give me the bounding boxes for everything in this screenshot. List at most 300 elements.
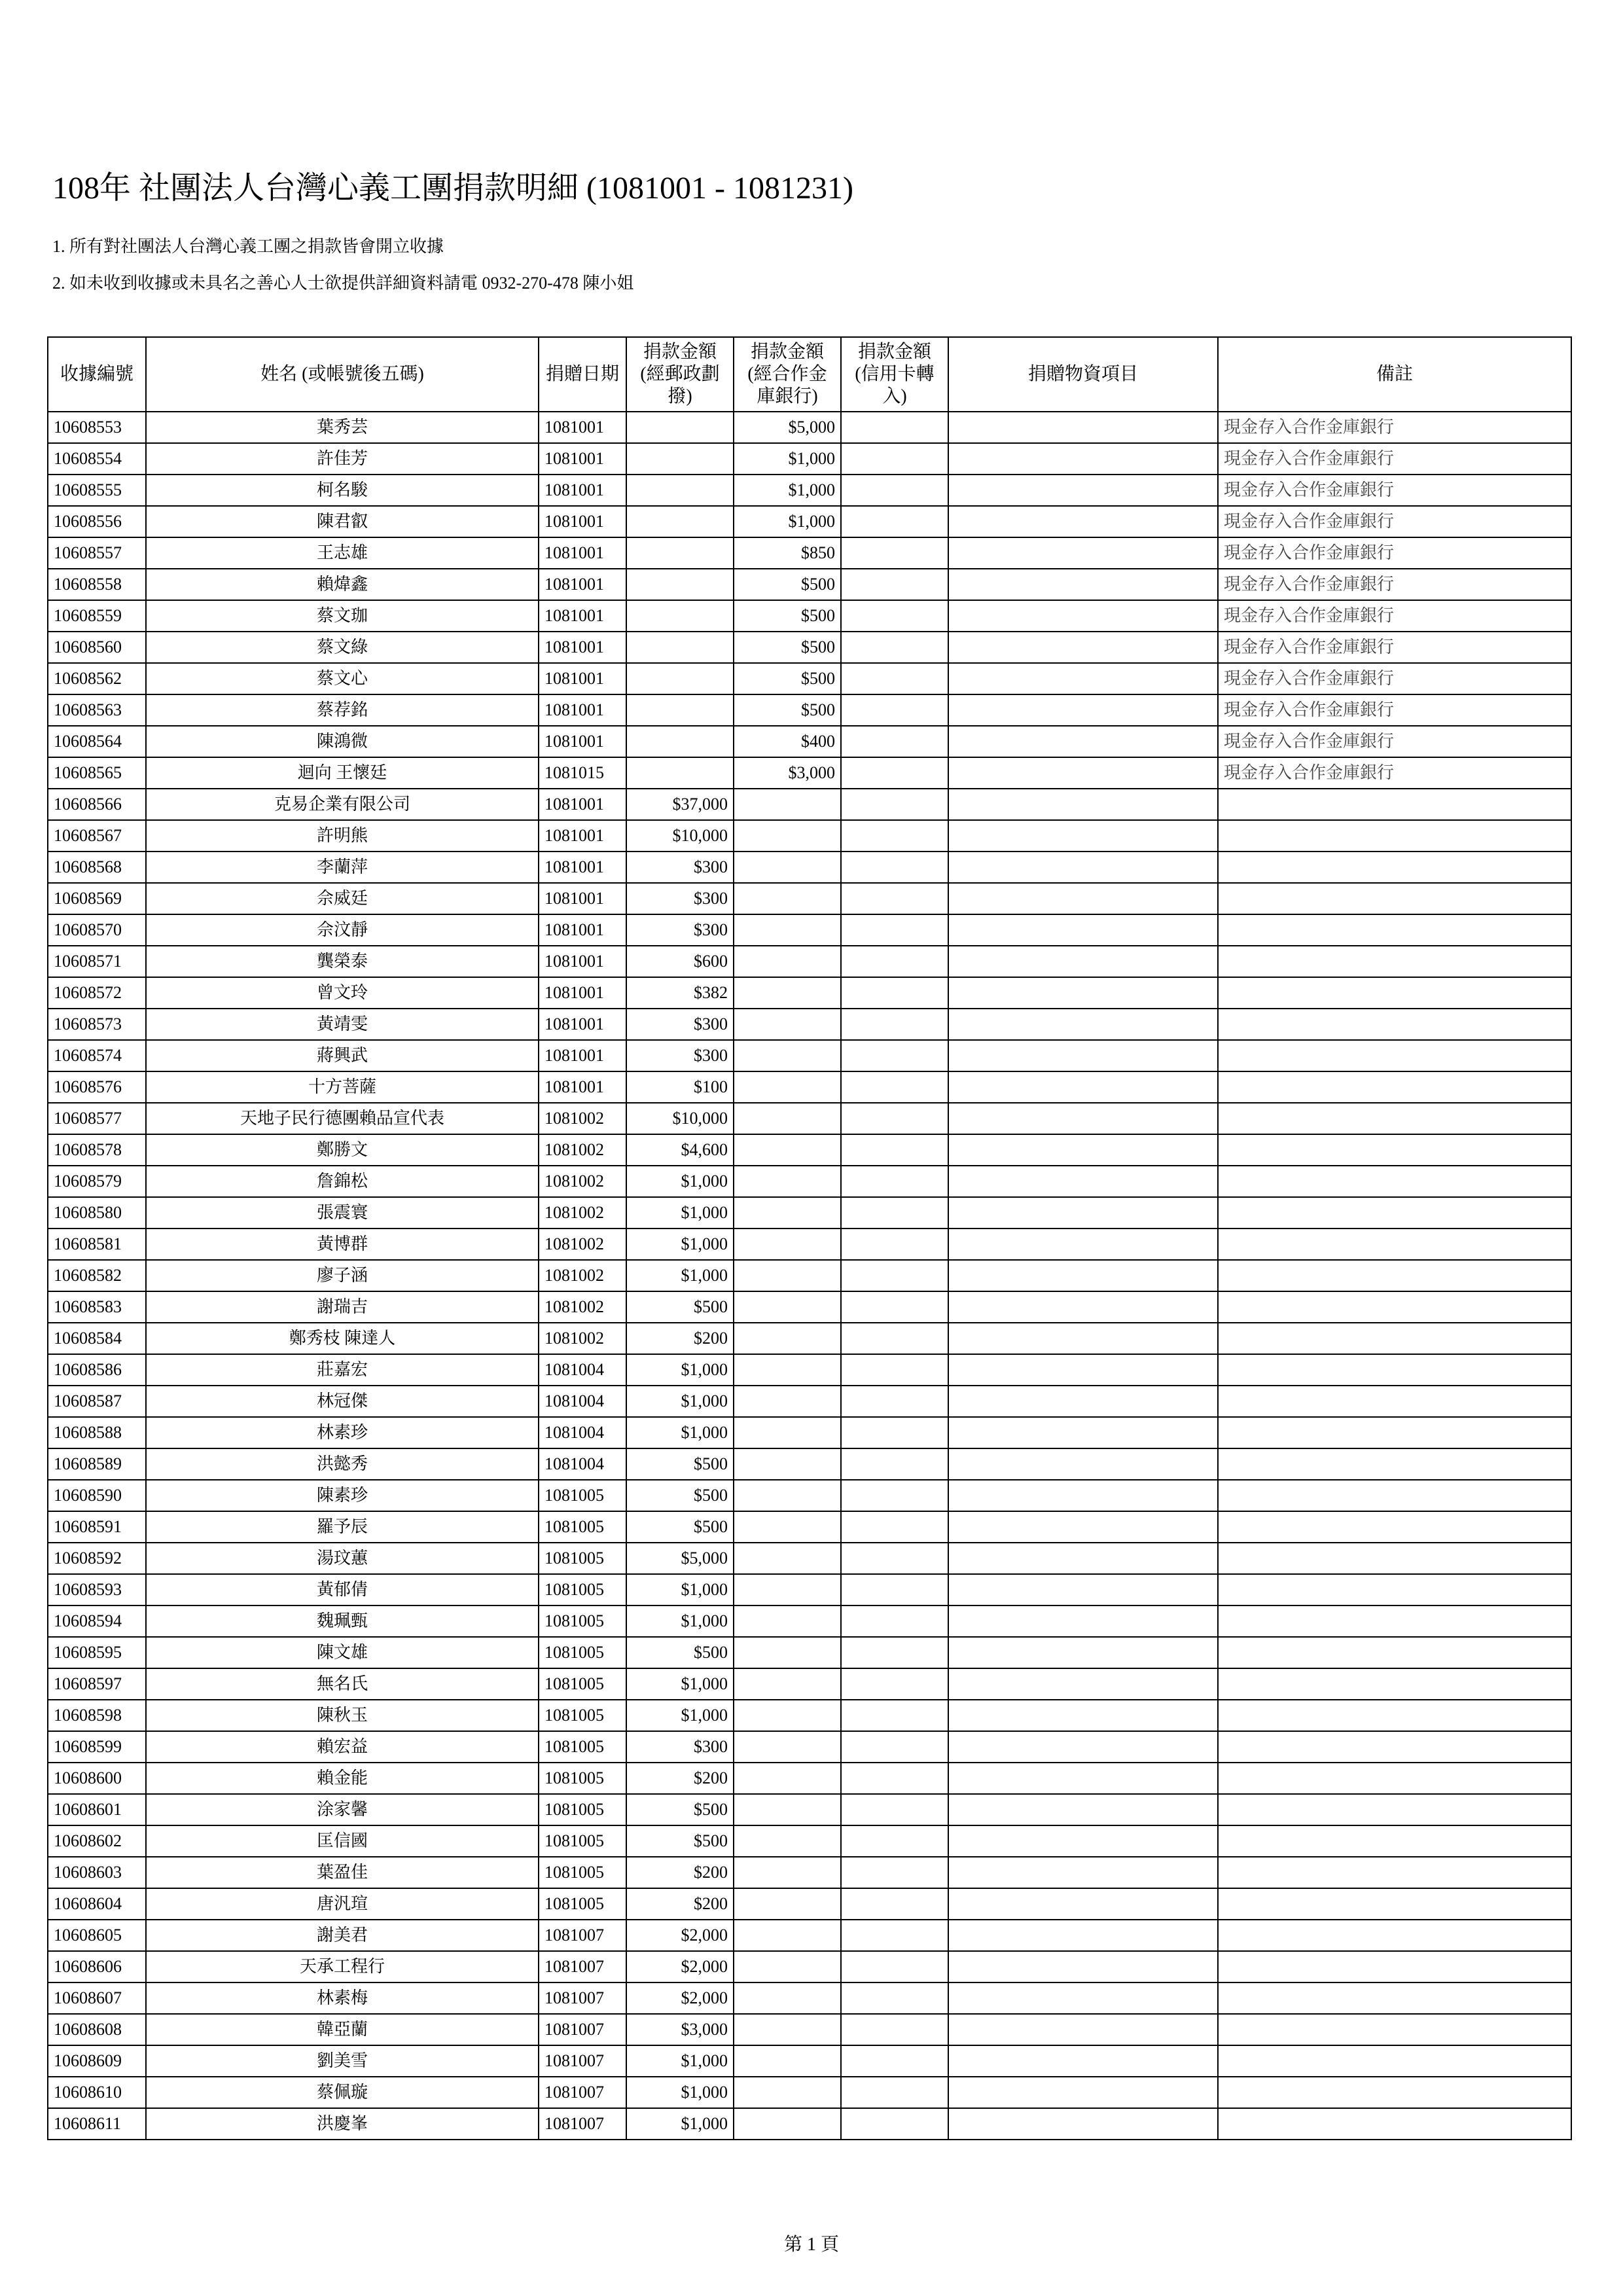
cell-receipt-no: 10608600 — [48, 1763, 146, 1794]
cell-amount-postal: $300 — [626, 883, 734, 914]
table-row — [48, 1763, 1571, 1794]
cell-remark — [1218, 1763, 1571, 1794]
cell-name: 黃郁倩 — [146, 1574, 539, 1605]
cell-date: 1081004 — [539, 1448, 626, 1480]
cell-amount-card — [841, 1794, 948, 1825]
cell-amount-bank — [734, 2045, 841, 2077]
cell-date: 1081002 — [539, 1291, 626, 1323]
cell-amount-bank — [734, 1134, 841, 1166]
cell-amount-card — [841, 1103, 948, 1134]
cell-goods — [948, 820, 1218, 852]
cell-name: 王志雄 — [146, 537, 539, 569]
cell-date: 1081001 — [539, 475, 626, 506]
header-name: 姓名 (或帳號後五碼) — [146, 337, 539, 412]
cell-amount-postal: $5,000 — [626, 1543, 734, 1574]
cell-amount-postal — [626, 506, 734, 537]
cell-amount-postal — [626, 569, 734, 600]
cell-receipt-no: 10608606 — [48, 1951, 146, 1982]
table-row — [48, 1071, 1571, 1103]
cell-goods — [948, 1574, 1218, 1605]
cell-name: 賴宏益 — [146, 1731, 539, 1763]
cell-amount-bank: $3,000 — [734, 757, 841, 789]
cell-goods — [948, 1543, 1218, 1574]
cell-date: 1081005 — [539, 1605, 626, 1637]
cell-goods — [948, 1009, 1218, 1040]
table-row — [48, 1448, 1571, 1480]
cell-name: 張震寰 — [146, 1197, 539, 1229]
cell-amount-bank — [734, 1417, 841, 1448]
cell-receipt-no: 10608595 — [48, 1637, 146, 1668]
cell-receipt-no: 10608560 — [48, 632, 146, 663]
cell-amount-bank — [734, 1951, 841, 1982]
cell-amount-postal: $1,000 — [626, 1386, 734, 1417]
cell-amount-bank — [734, 914, 841, 946]
cell-name: 賴煒鑫 — [146, 569, 539, 600]
cell-goods — [948, 1040, 1218, 1071]
cell-receipt-no: 10608553 — [48, 412, 146, 443]
cell-receipt-no: 10608582 — [48, 1260, 146, 1291]
cell-amount-postal: $500 — [626, 1825, 734, 1857]
cell-remark — [1218, 914, 1571, 946]
cell-goods — [948, 789, 1218, 820]
cell-name: 洪慶峯 — [146, 2108, 539, 2140]
cell-amount-postal: $37,000 — [626, 789, 734, 820]
table-row — [48, 757, 1571, 789]
cell-name: 天地子民行德團賴品宣代表 — [146, 1103, 539, 1134]
cell-amount-postal: $1,000 — [626, 1229, 734, 1260]
cell-amount-card — [841, 475, 948, 506]
cell-date: 1081007 — [539, 1920, 626, 1951]
cell-receipt-no: 10608576 — [48, 1071, 146, 1103]
cell-name: 葉盈佳 — [146, 1857, 539, 1888]
cell-amount-bank — [734, 1166, 841, 1197]
table-row — [48, 1040, 1571, 1071]
cell-name: 林冠傑 — [146, 1386, 539, 1417]
cell-amount-bank — [734, 789, 841, 820]
table-row — [48, 820, 1571, 852]
cell-amount-postal: $300 — [626, 1009, 734, 1040]
cell-amount-card — [841, 1637, 948, 1668]
cell-name: 陳素珍 — [146, 1480, 539, 1511]
header-receipt-no: 收據編號 — [48, 337, 146, 412]
cell-amount-card — [841, 1480, 948, 1511]
table-row — [48, 1229, 1571, 1260]
table-row — [48, 914, 1571, 946]
cell-receipt-no: 10608572 — [48, 977, 146, 1009]
cell-amount-card — [841, 2077, 948, 2108]
cell-date: 1081005 — [539, 1825, 626, 1857]
cell-goods — [948, 1323, 1218, 1354]
table-body — [48, 412, 1571, 2140]
cell-name: 涂家馨 — [146, 1794, 539, 1825]
table-row — [48, 1857, 1571, 1888]
cell-amount-card — [841, 789, 948, 820]
table-row — [48, 1825, 1571, 1857]
cell-date: 1081001 — [539, 1009, 626, 1040]
cell-date: 1081001 — [539, 977, 626, 1009]
cell-goods — [948, 1480, 1218, 1511]
cell-amount-postal — [626, 412, 734, 443]
cell-remark — [1218, 852, 1571, 883]
cell-amount-bank: $500 — [734, 600, 841, 632]
cell-goods — [948, 412, 1218, 443]
cell-amount-bank: $1,000 — [734, 443, 841, 475]
cell-amount-card — [841, 2045, 948, 2077]
table-row — [48, 2108, 1571, 2140]
cell-name: 克易企業有限公司 — [146, 789, 539, 820]
cell-date: 1081015 — [539, 757, 626, 789]
table-row — [48, 852, 1571, 883]
cell-goods — [948, 1605, 1218, 1637]
cell-amount-postal — [626, 600, 734, 632]
cell-amount-bank: $500 — [734, 663, 841, 694]
cell-name: 陳文雄 — [146, 1637, 539, 1668]
cell-amount-postal: $1,000 — [626, 1417, 734, 1448]
cell-amount-card — [841, 412, 948, 443]
cell-receipt-no: 10608574 — [48, 1040, 146, 1071]
cell-remark — [1218, 1731, 1571, 1763]
cell-amount-postal: $300 — [626, 852, 734, 883]
cell-name: 韓亞蘭 — [146, 2014, 539, 2045]
cell-amount-card — [841, 1197, 948, 1229]
cell-remark: 現金存入合作金庫銀行 — [1218, 569, 1571, 600]
cell-name: 迴向 王懷廷 — [146, 757, 539, 789]
cell-remark — [1218, 1511, 1571, 1543]
cell-name: 蔡文綠 — [146, 632, 539, 663]
cell-goods — [948, 1951, 1218, 1982]
cell-remark — [1218, 977, 1571, 1009]
cell-amount-postal — [626, 757, 734, 789]
cell-amount-bank — [734, 1071, 841, 1103]
donation-table — [47, 336, 1572, 2140]
cell-amount-bank: $500 — [734, 694, 841, 726]
cell-goods — [948, 1731, 1218, 1763]
table-row — [48, 1982, 1571, 2014]
cell-amount-card — [841, 1825, 948, 1857]
cell-goods — [948, 2077, 1218, 2108]
cell-receipt-no: 10608598 — [48, 1700, 146, 1731]
cell-remark — [1218, 1417, 1571, 1448]
cell-amount-bank — [734, 1920, 841, 1951]
cell-name: 黃靖雯 — [146, 1009, 539, 1040]
table-row — [48, 1511, 1571, 1543]
cell-receipt-no: 10608599 — [48, 1731, 146, 1763]
cell-goods — [948, 1386, 1218, 1417]
cell-amount-bank — [734, 2108, 841, 2140]
cell-name: 十方菩薩 — [146, 1071, 539, 1103]
cell-name: 龔榮泰 — [146, 946, 539, 977]
cell-remark — [1218, 1668, 1571, 1700]
cell-amount-card — [841, 1668, 948, 1700]
cell-date: 1081001 — [539, 1071, 626, 1103]
cell-amount-postal — [626, 443, 734, 475]
cell-date: 1081005 — [539, 1700, 626, 1731]
cell-date: 1081001 — [539, 694, 626, 726]
note-contact: 2. 如未收到收據或未具名之善心人士欲提供詳細資料請電 0932-270-478 陳小姐 — [52, 274, 634, 293]
cell-remark: 現金存入合作金庫銀行 — [1218, 694, 1571, 726]
cell-date: 1081001 — [539, 914, 626, 946]
cell-name: 陳君叡 — [146, 506, 539, 537]
table-row — [48, 977, 1571, 1009]
cell-amount-postal: $200 — [626, 1857, 734, 1888]
table-row — [48, 1291, 1571, 1323]
table-row — [48, 443, 1571, 475]
cell-goods — [948, 2014, 1218, 2045]
table-row — [48, 663, 1571, 694]
cell-goods — [948, 1260, 1218, 1291]
table-row — [48, 475, 1571, 506]
cell-date: 1081001 — [539, 506, 626, 537]
cell-amount-card — [841, 537, 948, 569]
table-row — [48, 1951, 1571, 1982]
cell-date: 1081001 — [539, 1040, 626, 1071]
cell-name: 林素梅 — [146, 1982, 539, 2014]
cell-goods — [948, 977, 1218, 1009]
table-row — [48, 1323, 1571, 1354]
cell-remark — [1218, 1857, 1571, 1888]
cell-amount-bank — [734, 1763, 841, 1794]
cell-amount-postal: $200 — [626, 1323, 734, 1354]
cell-receipt-no: 10608567 — [48, 820, 146, 852]
cell-date: 1081002 — [539, 1323, 626, 1354]
cell-amount-card — [841, 1605, 948, 1637]
table-row — [48, 600, 1571, 632]
cell-remark: 現金存入合作金庫銀行 — [1218, 412, 1571, 443]
table-row — [48, 1134, 1571, 1166]
cell-goods — [948, 1229, 1218, 1260]
cell-remark — [1218, 1134, 1571, 1166]
table-row — [48, 506, 1571, 537]
cell-amount-bank — [734, 1009, 841, 1040]
table-row — [48, 1543, 1571, 1574]
cell-date: 1081001 — [539, 443, 626, 475]
cell-amount-card — [841, 1229, 948, 1260]
cell-name: 魏珮甄 — [146, 1605, 539, 1637]
table-row — [48, 1574, 1571, 1605]
cell-date: 1081005 — [539, 1637, 626, 1668]
cell-goods — [948, 1166, 1218, 1197]
cell-name: 莊嘉宏 — [146, 1354, 539, 1386]
cell-remark — [1218, 1480, 1571, 1511]
cell-date: 1081001 — [539, 569, 626, 600]
cell-receipt-no: 10608605 — [48, 1920, 146, 1951]
cell-receipt-no: 10608564 — [48, 726, 146, 757]
cell-name: 洪懿秀 — [146, 1448, 539, 1480]
cell-amount-postal — [626, 694, 734, 726]
cell-name: 許佳芳 — [146, 443, 539, 475]
cell-amount-card — [841, 2014, 948, 2045]
cell-remark — [1218, 2045, 1571, 2077]
table-row — [48, 1103, 1571, 1134]
cell-amount-postal: $300 — [626, 914, 734, 946]
cell-name: 佘威廷 — [146, 883, 539, 914]
cell-amount-bank — [734, 1605, 841, 1637]
cell-remark — [1218, 2014, 1571, 2045]
cell-remark — [1218, 1071, 1571, 1103]
cell-amount-card — [841, 1291, 948, 1323]
cell-receipt-no: 10608581 — [48, 1229, 146, 1260]
cell-amount-postal: $2,000 — [626, 1951, 734, 1982]
cell-amount-card — [841, 726, 948, 757]
cell-amount-postal — [626, 475, 734, 506]
cell-date: 1081005 — [539, 1480, 626, 1511]
cell-receipt-no: 10608577 — [48, 1103, 146, 1134]
cell-amount-card — [841, 506, 948, 537]
cell-date: 1081005 — [539, 1511, 626, 1543]
cell-goods — [948, 569, 1218, 600]
cell-goods — [948, 852, 1218, 883]
cell-goods — [948, 663, 1218, 694]
cell-amount-card — [841, 1763, 948, 1794]
cell-receipt-no: 10608566 — [48, 789, 146, 820]
table-row — [48, 1166, 1571, 1197]
cell-goods — [948, 632, 1218, 663]
cell-goods — [948, 757, 1218, 789]
cell-amount-card — [841, 1857, 948, 1888]
cell-amount-card — [841, 757, 948, 789]
table-row — [48, 1417, 1571, 1448]
table-row — [48, 946, 1571, 977]
cell-receipt-no: 10608569 — [48, 883, 146, 914]
cell-remark: 現金存入合作金庫銀行 — [1218, 506, 1571, 537]
cell-amount-card — [841, 1009, 948, 1040]
table-row — [48, 1260, 1571, 1291]
cell-amount-bank — [734, 820, 841, 852]
table-row — [48, 1920, 1571, 1951]
cell-amount-bank — [734, 1040, 841, 1071]
cell-goods — [948, 537, 1218, 569]
cell-date: 1081007 — [539, 2077, 626, 2108]
table-row — [48, 569, 1571, 600]
cell-receipt-no: 10608570 — [48, 914, 146, 946]
cell-receipt-no: 10608563 — [48, 694, 146, 726]
cell-remark — [1218, 1543, 1571, 1574]
cell-date: 1081005 — [539, 1574, 626, 1605]
cell-amount-card — [841, 1982, 948, 2014]
cell-name: 謝瑞吉 — [146, 1291, 539, 1323]
cell-remark — [1218, 883, 1571, 914]
cell-amount-postal: $500 — [626, 1480, 734, 1511]
cell-name: 劉美雪 — [146, 2045, 539, 2077]
cell-amount-bank — [734, 1574, 841, 1605]
cell-receipt-no: 10608589 — [48, 1448, 146, 1480]
cell-goods — [948, 1417, 1218, 1448]
table-row — [48, 632, 1571, 663]
cell-receipt-no: 10608597 — [48, 1668, 146, 1700]
cell-receipt-no: 10608610 — [48, 2077, 146, 2108]
cell-date: 1081005 — [539, 1731, 626, 1763]
cell-amount-bank: $500 — [734, 569, 841, 600]
cell-amount-bank — [734, 1386, 841, 1417]
cell-amount-card — [841, 852, 948, 883]
cell-receipt-no: 10608578 — [48, 1134, 146, 1166]
cell-receipt-no: 10608568 — [48, 852, 146, 883]
cell-remark — [1218, 1009, 1571, 1040]
cell-receipt-no: 10608586 — [48, 1354, 146, 1386]
cell-remark — [1218, 1386, 1571, 1417]
cell-amount-card — [841, 946, 948, 977]
cell-name: 蔣興武 — [146, 1040, 539, 1071]
cell-date: 1081004 — [539, 1386, 626, 1417]
cell-goods — [948, 2045, 1218, 2077]
table-row — [48, 1605, 1571, 1637]
cell-remark: 現金存入合作金庫銀行 — [1218, 443, 1571, 475]
cell-remark — [1218, 1291, 1571, 1323]
table-row — [48, 1731, 1571, 1763]
cell-amount-card — [841, 1448, 948, 1480]
cell-amount-postal — [626, 663, 734, 694]
cell-amount-bank — [734, 1637, 841, 1668]
table-row — [48, 1480, 1571, 1511]
cell-name: 柯名駿 — [146, 475, 539, 506]
cell-date: 1081005 — [539, 1888, 626, 1920]
header-remark: 備註 — [1218, 337, 1571, 412]
cell-receipt-no: 10608607 — [48, 1982, 146, 2014]
table-row — [48, 789, 1571, 820]
cell-amount-postal — [626, 537, 734, 569]
cell-remark — [1218, 1103, 1571, 1134]
cell-amount-bank — [734, 1197, 841, 1229]
cell-name: 林素珍 — [146, 1417, 539, 1448]
cell-amount-postal: $500 — [626, 1291, 734, 1323]
cell-goods — [948, 694, 1218, 726]
cell-date: 1081005 — [539, 1668, 626, 1700]
cell-remark: 現金存入合作金庫銀行 — [1218, 632, 1571, 663]
cell-amount-bank — [734, 1888, 841, 1920]
cell-amount-postal: $1,000 — [626, 1354, 734, 1386]
cell-amount-card — [841, 883, 948, 914]
cell-goods — [948, 726, 1218, 757]
cell-amount-bank: $5,000 — [734, 412, 841, 443]
cell-amount-bank — [734, 1982, 841, 2014]
cell-goods — [948, 1668, 1218, 1700]
table-row — [48, 726, 1571, 757]
page-number: 第 1 頁 — [783, 2234, 839, 2255]
cell-receipt-no: 10608559 — [48, 600, 146, 632]
cell-goods — [948, 1637, 1218, 1668]
cell-goods — [948, 1448, 1218, 1480]
cell-amount-postal: $1,000 — [626, 1574, 734, 1605]
cell-name: 羅予辰 — [146, 1511, 539, 1543]
cell-receipt-no: 10608573 — [48, 1009, 146, 1040]
cell-remark — [1218, 946, 1571, 977]
cell-receipt-no: 10608588 — [48, 1417, 146, 1448]
cell-goods — [948, 1794, 1218, 1825]
cell-name: 無名氏 — [146, 1668, 539, 1700]
cell-name: 曾文玲 — [146, 977, 539, 1009]
cell-date: 1081001 — [539, 600, 626, 632]
cell-date: 1081002 — [539, 1103, 626, 1134]
cell-goods — [948, 1103, 1218, 1134]
cell-name: 蔡文心 — [146, 663, 539, 694]
cell-amount-card — [841, 1417, 948, 1448]
table-row — [48, 1009, 1571, 1040]
cell-amount-bank — [734, 883, 841, 914]
cell-goods — [948, 475, 1218, 506]
cell-receipt-no: 10608601 — [48, 1794, 146, 1825]
cell-date: 1081002 — [539, 1134, 626, 1166]
cell-amount-bank — [734, 2014, 841, 2045]
cell-date: 1081007 — [539, 1951, 626, 1982]
cell-receipt-no: 10608555 — [48, 475, 146, 506]
cell-remark — [1218, 1197, 1571, 1229]
cell-remark — [1218, 1354, 1571, 1386]
cell-name: 謝美君 — [146, 1920, 539, 1951]
cell-amount-bank — [734, 977, 841, 1009]
cell-date: 1081002 — [539, 1197, 626, 1229]
cell-name: 李蘭萍 — [146, 852, 539, 883]
cell-receipt-no: 10608608 — [48, 2014, 146, 2045]
